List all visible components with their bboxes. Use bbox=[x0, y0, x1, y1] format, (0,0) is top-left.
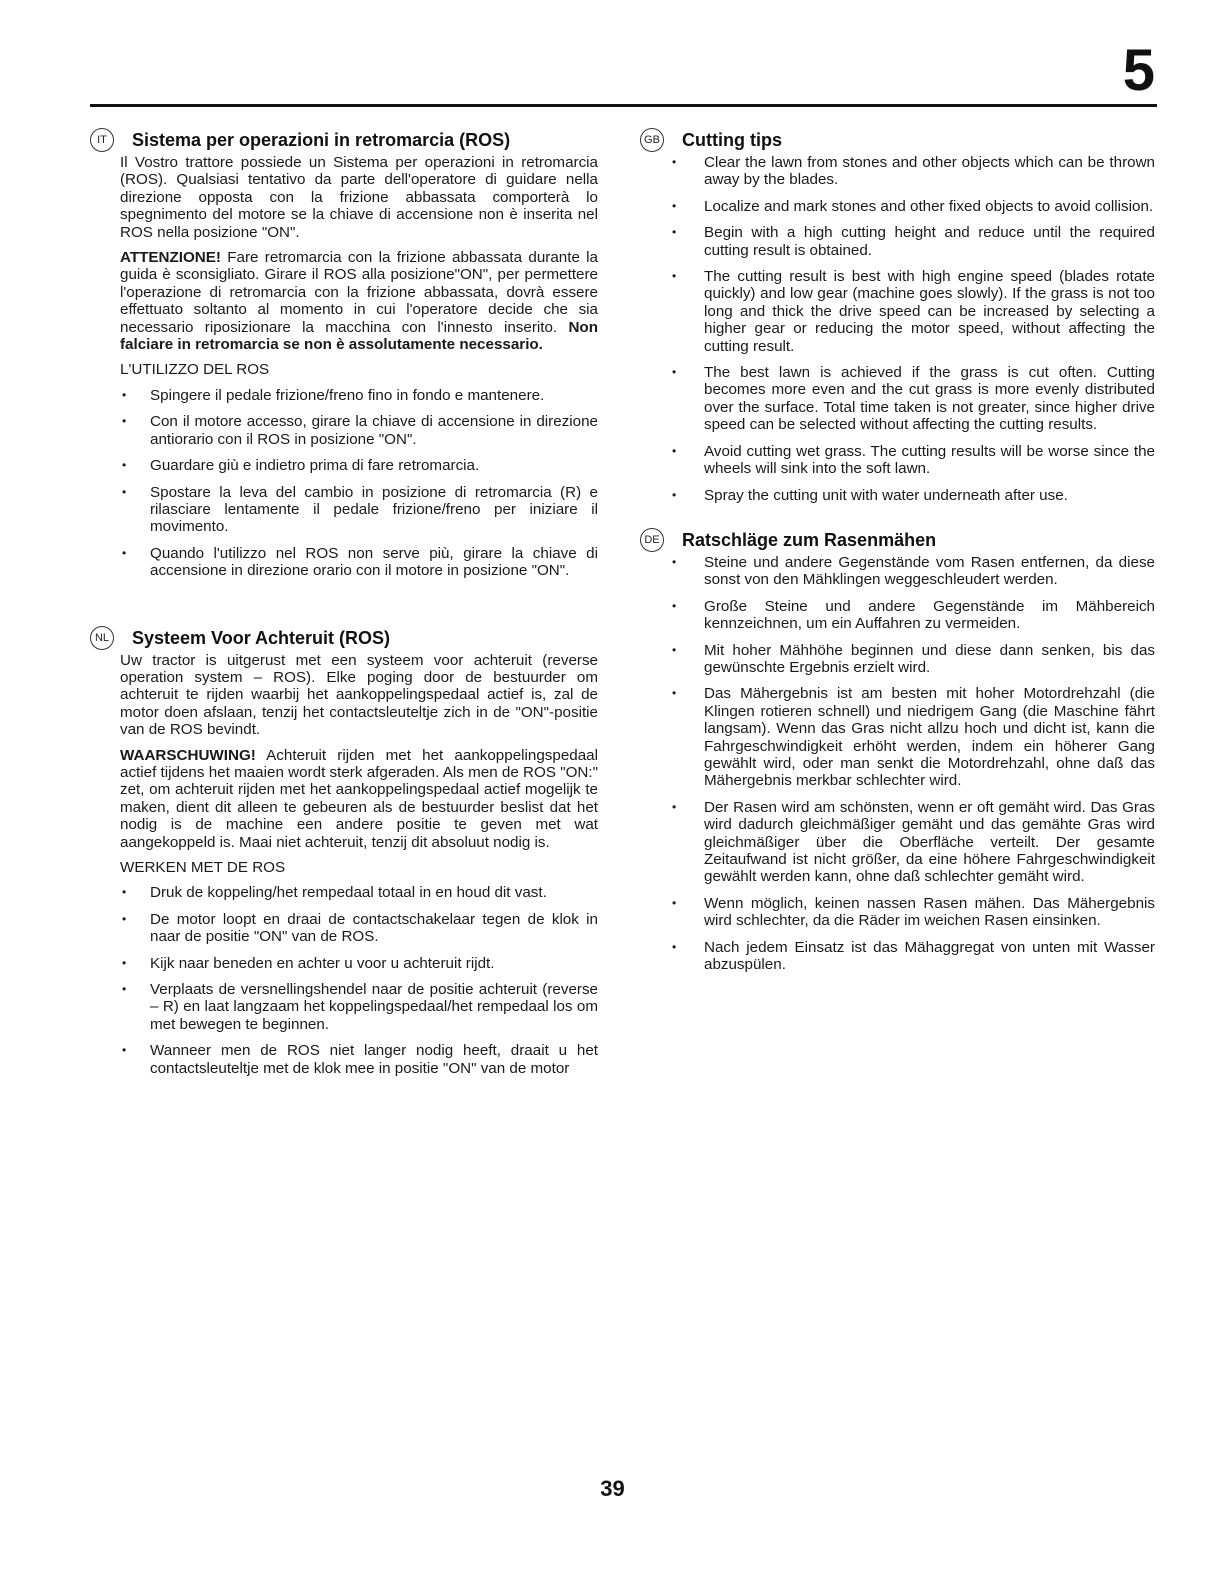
section-de-body bbox=[640, 554, 1155, 974]
chapter-number: 5 bbox=[1122, 38, 1155, 103]
list-item: • Druk de koppeling/het rempedaal totaal in en houd dit vast. bbox=[120, 884, 598, 901]
nl-warning-label: WAARSCHUWING! bbox=[120, 746, 256, 764]
list-item: • Localize and mark stones and other fixed objects to avoid collision. bbox=[686, 198, 1155, 215]
it-warning bbox=[120, 249, 598, 353]
list-item: • Spostare la leva del cambio in posizione di retromarcia (R) e rilasciare lentamente il pedale frizione/freno per iniziare il movimento. bbox=[120, 484, 598, 536]
section-it-title: Sistema per operazioni in retromarcia (ROS) bbox=[132, 130, 511, 150]
page-number: 39 bbox=[600, 1476, 625, 1501]
section-de-title: Ratschläge zum Rasenmähen bbox=[682, 529, 937, 550]
nl-warning-text: Achteruit rijden met het aankoppelingspedaal actief tijdens het maaien wordt sterk afgeraden. Als men de ROS "ON:" zet, om achteruit rijden met het aankoppelingspedaal actief mogelijk te maken, dient dit alleen te gebeuren als de bestuurder beslist dat het nodig is de machine een andere positie te geven met wat aangekoppeld is. Maai niet achteruit, tenzij dit absoluut nodig is. bbox=[120, 746, 598, 851]
list-item: • Clear the lawn from stones and other objects which can be thrown away by the blades. bbox=[686, 154, 1155, 189]
section-gb-body bbox=[640, 154, 1155, 504]
list-item: • Guardare giù e indietro prima di fare retromarcia. bbox=[120, 457, 598, 474]
list-item: • Nach jedem Einsatz ist das Mähaggregat von unten mit Wasser abzuspülen. bbox=[686, 939, 1155, 974]
language-de-icon: DE bbox=[640, 528, 664, 552]
it-steps-list bbox=[120, 387, 598, 580]
list-item: • Wenn möglich, keinen nassen Rasen mähen. Das Mähergebnis wird schlechter, da die Räder im weichen Rasen einsinken. bbox=[686, 895, 1155, 930]
it-warning-label: ATTENZIONE! bbox=[120, 249, 221, 267]
nl-usage-title: WERKEN MET DE ROS bbox=[120, 859, 286, 876]
section-nl-title: Systeem Voor Achteruit (ROS) bbox=[132, 627, 391, 648]
list-item: • Verplaats de versnellingshendel naar de positie achteruit (reverse – R) en laat langzaam het koppelingspedaal/het rempedaal los om met bewegen te beginnen. bbox=[120, 981, 598, 1033]
it-usage-title: L'UTILIZZO DEL ROS bbox=[120, 361, 270, 379]
section-nl-body bbox=[90, 652, 598, 1078]
section-it-body bbox=[90, 154, 598, 580]
list-item: • Mit hoher Mähhöhe beginnen und diese dann senken, bis das gewünschte Ergebnis erzielt wird. bbox=[686, 642, 1155, 677]
list-item: • De motor loopt en draai de contactschakelaar tegen de klok in naar de positie "ON" van de ROS. bbox=[120, 911, 598, 946]
list-item: • Große Steine und andere Gegenstände im Mähbereich kennzeichnen, um ein Auffahren zu vermeiden. bbox=[686, 598, 1155, 633]
right-column bbox=[640, 128, 1155, 997]
list-item: • Kijk naar beneden en achter u voor u achteruit rijdt. bbox=[120, 955, 598, 972]
list-item: • Avoid cutting wet grass. The cutting results will be worse since the wheels will sink into the soft lawn. bbox=[686, 443, 1155, 478]
list-item: • The best lawn is achieved if the grass is cut often. Cutting becomes more even and the cut grass is more evenly distributed over the surface. Total time taken is not greater, since higher drive speed can be selected without affecting the cutting results. bbox=[686, 364, 1155, 434]
section-gb bbox=[640, 128, 1155, 504]
list-item: • Spingere il pedale frizione/freno fino in fondo e mantenere. bbox=[120, 387, 598, 404]
it-warning-text: Fare retromarcia con la frizione abbassata durante la guida è sconsigliato. Girare il ROS alla posizione"ON", per permettere l'operazione di retromarcia con la frizione abbassata, dovrà essere effettuato soltanto al momento in cui l'operatore decide che sia necessario riposizionare la macchina con l'innesto inserito. bbox=[120, 249, 598, 336]
list-item: • Der Rasen wird am schönsten, wenn er oft gemäht wird. Das Gras wird dadurch gleichmäßiger gemäht und das gemähte Gras wird gleichmäßiger über die Oberfläche verteilt. Der gesamte Zeitaufwand ist nicht größer, da eine höhere Fahrgeschwindigkeit gewählt werden kann, ohne daß schlechter gemäht wird. bbox=[686, 799, 1155, 886]
list-item: • Spray the cutting unit with water underneath after use. bbox=[686, 487, 1155, 504]
list-item: • Steine und andere Gegenstände vom Rasen entfernen, da diese sonst von den Mähklingen weggeschleudert werden. bbox=[686, 554, 1155, 589]
section-de-heading bbox=[640, 528, 1155, 552]
de-tips-list bbox=[686, 554, 1155, 974]
section-gb-heading bbox=[640, 128, 1155, 152]
list-item: • Quando l'utilizzo nel ROS non serve più, girare la chiave di accensione in direzione orario con il motore in posizione "ON". bbox=[120, 545, 598, 580]
nl-intro: Uw tractor is uitgerust met een systeem voor achteruit (reverse operation system – ROS). Elke poging door de bestuurder om achteruit te rijden waarbij het aankoppelingspedaal actief is, zal de motor doen afslaan, tenzij het contactsleuteltje zich in de "ON"-positie van de ROS bevindt. bbox=[120, 651, 598, 739]
language-nl-icon: NL bbox=[90, 626, 114, 650]
list-item: • Wanneer men de ROS niet langer nodig heeft, draait u het contactsleuteltje met de klok mee in positie "ON" van de motor bbox=[120, 1042, 598, 1077]
gb-tips-list bbox=[686, 154, 1155, 504]
list-item: • Begin with a high cutting height and reduce until the required cutting result is obtained. bbox=[686, 224, 1155, 259]
section-de bbox=[640, 528, 1155, 974]
nl-warning bbox=[120, 747, 598, 851]
it-intro: Il Vostro trattore possiede un Sistema per operazioni in retromarcia (ROS). Qualsiasi tentativo da parte dell'operatore di guidare nella direzione opposta con la frizione abbassata comporterà lo spegnimento del motore se la chiave di accensione non è inserita nel ROS nella posizione "ON". bbox=[120, 154, 598, 241]
section-it bbox=[90, 128, 598, 580]
nl-steps-list bbox=[120, 884, 598, 1077]
list-item: • Con il motore accesso, girare la chiave di accensione in direzione antiorario con il ROS in posizione "ON". bbox=[120, 413, 598, 448]
left-column bbox=[90, 128, 598, 1101]
list-item: • Das Mähergebnis ist am besten mit hoher Motordrehzahl (die Klingen rotieren schnell) und niedrigem Gang (die Maschine fährt langsam). Wenn das Gras nicht allzu hoch und dicht ist, kann die Fahrgeschwindigkeit erhöht werden, indem ein höherer Gang gewählt wird, oder man senkt die Motordrehzahl, ohne daß das Mähergebnis merkbar schlechter wird. bbox=[686, 685, 1155, 789]
section-nl bbox=[90, 626, 598, 1078]
section-it-heading bbox=[90, 128, 598, 152]
it-warning-bold: Non falciare in retromarcia se non è assolutamente necessario. bbox=[120, 318, 598, 354]
language-it-icon: IT bbox=[90, 128, 114, 152]
list-item: • The cutting result is best with high engine speed (blades rotate quickly) and low gear (machine goes slowly). If the grass is not too long and thick the drive speed can be increased by selecting a higher gear or reducing the motor speed, without affecting the cutting result. bbox=[686, 268, 1155, 355]
section-gb-title: Cutting tips bbox=[682, 130, 782, 150]
language-gb-icon: GB bbox=[640, 128, 664, 152]
header-rule bbox=[90, 104, 1157, 107]
section-nl-heading bbox=[90, 626, 598, 650]
